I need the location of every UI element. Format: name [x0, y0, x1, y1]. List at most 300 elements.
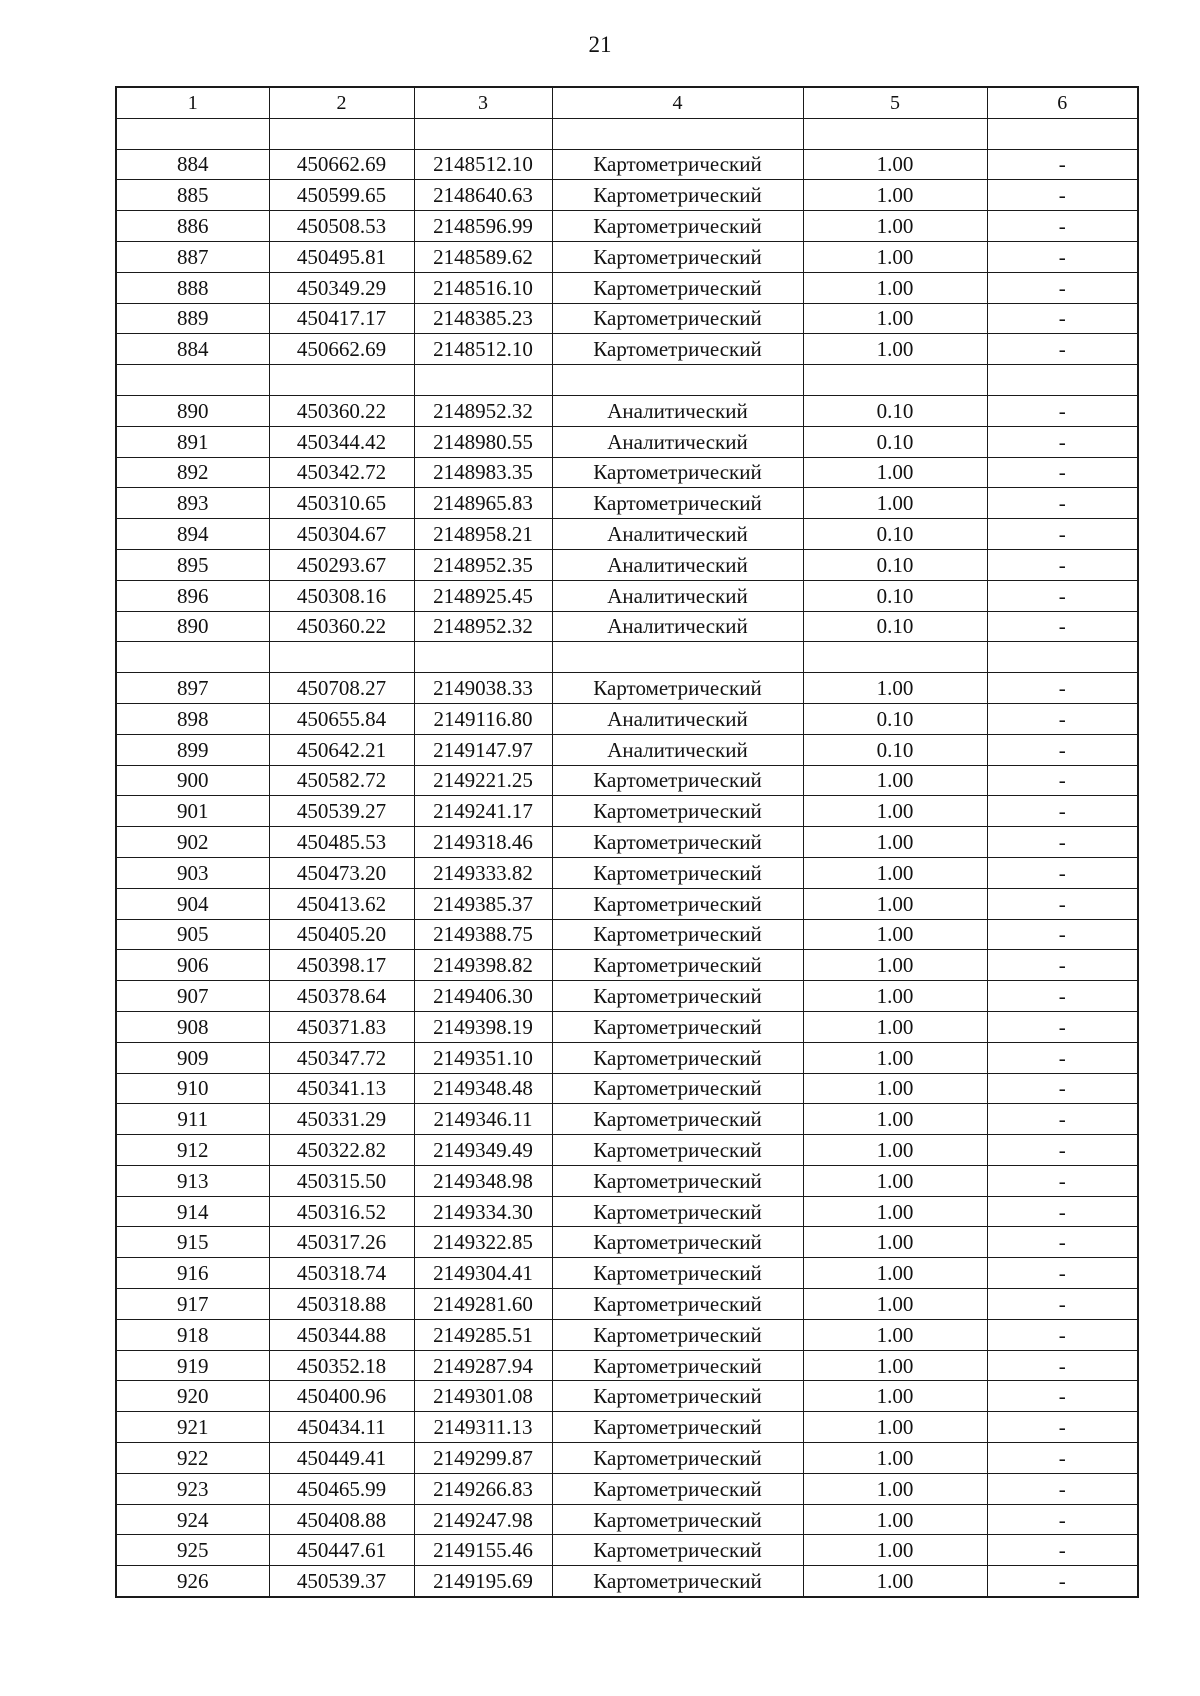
x-coordinate-cell: 450378.64: [269, 981, 414, 1012]
point-number-cell: 924: [116, 1504, 269, 1535]
table-row: [116, 1566, 1138, 1597]
method-cell: Картометрический: [552, 857, 803, 888]
point-number-cell: 901: [116, 796, 269, 827]
accuracy-cell: 1.00: [803, 303, 987, 334]
y-coordinate-cell: 2149349.49: [414, 1135, 552, 1166]
table-row: [116, 334, 1138, 365]
method-cell: Картометрический: [552, 1504, 803, 1535]
x-coordinate-cell: 450318.74: [269, 1258, 414, 1289]
table-row: [116, 1042, 1138, 1073]
x-coordinate-cell: 450642.21: [269, 734, 414, 765]
description-cell: -: [987, 673, 1138, 704]
column-header: 1: [116, 87, 269, 118]
point-number-cell: 919: [116, 1350, 269, 1381]
point-number-cell: 914: [116, 1196, 269, 1227]
method-cell: Картометрический: [552, 149, 803, 180]
point-number-cell: 905: [116, 919, 269, 950]
description-cell: -: [987, 457, 1138, 488]
description-cell: -: [987, 1504, 1138, 1535]
x-coordinate-cell: 450413.62: [269, 888, 414, 919]
table-row: [116, 149, 1138, 180]
point-number-cell: 903: [116, 857, 269, 888]
x-coordinate-cell: [269, 118, 414, 149]
y-coordinate-cell: 2149241.17: [414, 796, 552, 827]
method-cell: Картометрический: [552, 919, 803, 950]
x-coordinate-cell: [269, 365, 414, 396]
point-number-cell: 907: [116, 981, 269, 1012]
table-row: [116, 1535, 1138, 1566]
description-cell: -: [987, 611, 1138, 642]
table-row: [116, 211, 1138, 242]
accuracy-cell: 1.00: [803, 1135, 987, 1166]
table-row: [116, 1443, 1138, 1474]
accuracy-cell: 1.00: [803, 1104, 987, 1135]
description-cell: -: [987, 580, 1138, 611]
accuracy-cell: 1.00: [803, 334, 987, 365]
y-coordinate-cell: 2148958.21: [414, 519, 552, 550]
y-coordinate-cell: 2148516.10: [414, 272, 552, 303]
x-coordinate-cell: 450341.13: [269, 1073, 414, 1104]
x-coordinate-cell: 450293.67: [269, 549, 414, 580]
point-number-cell: 897: [116, 673, 269, 704]
y-coordinate-cell: 2149398.82: [414, 950, 552, 981]
x-coordinate-cell: 450485.53: [269, 827, 414, 858]
description-cell: [987, 118, 1138, 149]
description-cell: -: [987, 395, 1138, 426]
accuracy-cell: 1.00: [803, 796, 987, 827]
method-cell: Картометрический: [552, 241, 803, 272]
description-cell: -: [987, 149, 1138, 180]
accuracy-cell: 0.10: [803, 703, 987, 734]
point-number-cell: 884: [116, 334, 269, 365]
y-coordinate-cell: 2148512.10: [414, 149, 552, 180]
point-number-cell: 911: [116, 1104, 269, 1135]
column-header: 6: [987, 87, 1138, 118]
table-row: [116, 611, 1138, 642]
y-coordinate-cell: 2148965.83: [414, 488, 552, 519]
table-row: [116, 919, 1138, 950]
point-number-cell: 916: [116, 1258, 269, 1289]
x-coordinate-cell: 450473.20: [269, 857, 414, 888]
accuracy-cell: 1.00: [803, 1319, 987, 1350]
accuracy-cell: 1.00: [803, 1381, 987, 1412]
accuracy-cell: 1.00: [803, 1350, 987, 1381]
accuracy-cell: 1.00: [803, 1073, 987, 1104]
point-number-cell: 892: [116, 457, 269, 488]
method-cell: Картометрический: [552, 1381, 803, 1412]
y-coordinate-cell: 2148952.35: [414, 549, 552, 580]
table-row: [116, 1073, 1138, 1104]
point-number-cell: 890: [116, 395, 269, 426]
table-row: [116, 1165, 1138, 1196]
method-cell: Картометрический: [552, 1196, 803, 1227]
table-row: [116, 1381, 1138, 1412]
table-row: [116, 796, 1138, 827]
description-cell: -: [987, 303, 1138, 334]
x-coordinate-cell: 450310.65: [269, 488, 414, 519]
method-cell: Картометрический: [552, 796, 803, 827]
point-number-cell: 900: [116, 765, 269, 796]
x-coordinate-cell: 450539.37: [269, 1566, 414, 1597]
table-row: [116, 519, 1138, 550]
accuracy-cell: 1.00: [803, 827, 987, 858]
point-number-cell: 896: [116, 580, 269, 611]
table-row: [116, 888, 1138, 919]
point-number-cell: 887: [116, 241, 269, 272]
accuracy-cell: 0.10: [803, 580, 987, 611]
y-coordinate-cell: 2149195.69: [414, 1566, 552, 1597]
point-number-cell: 889: [116, 303, 269, 334]
description-cell: -: [987, 1319, 1138, 1350]
y-coordinate-cell: 2148640.63: [414, 180, 552, 211]
x-coordinate-cell: 450318.88: [269, 1289, 414, 1320]
point-number-cell: 908: [116, 1011, 269, 1042]
x-coordinate-cell: 450344.42: [269, 426, 414, 457]
y-coordinate-cell: 2149346.11: [414, 1104, 552, 1135]
point-number-cell: 904: [116, 888, 269, 919]
y-coordinate-cell: [414, 118, 552, 149]
point-number-cell: 921: [116, 1412, 269, 1443]
x-coordinate-cell: 450400.96: [269, 1381, 414, 1412]
y-coordinate-cell: 2149348.48: [414, 1073, 552, 1104]
point-number-cell: [116, 118, 269, 149]
description-cell: [987, 642, 1138, 673]
accuracy-cell: 1.00: [803, 1011, 987, 1042]
point-number-cell: 890: [116, 611, 269, 642]
x-coordinate-cell: 450349.29: [269, 272, 414, 303]
accuracy-cell: 1.00: [803, 272, 987, 303]
y-coordinate-cell: 2149311.13: [414, 1412, 552, 1443]
accuracy-cell: 1.00: [803, 149, 987, 180]
table-row: [116, 734, 1138, 765]
method-cell: Картометрический: [552, 1350, 803, 1381]
accuracy-cell: 1.00: [803, 1258, 987, 1289]
description-cell: -: [987, 703, 1138, 734]
y-coordinate-cell: [414, 365, 552, 396]
point-number-cell: 912: [116, 1135, 269, 1166]
x-coordinate-cell: 450465.99: [269, 1473, 414, 1504]
table-header: [116, 87, 1138, 118]
description-cell: -: [987, 488, 1138, 519]
separator-row: [116, 642, 1138, 673]
point-number-cell: 915: [116, 1227, 269, 1258]
y-coordinate-cell: 2149038.33: [414, 673, 552, 704]
table-row: [116, 1504, 1138, 1535]
table-row: [116, 303, 1138, 334]
x-coordinate-cell: 450398.17: [269, 950, 414, 981]
y-coordinate-cell: 2149116.80: [414, 703, 552, 734]
table-row: [116, 1289, 1138, 1320]
x-coordinate-cell: 450308.16: [269, 580, 414, 611]
accuracy-cell: 1.00: [803, 488, 987, 519]
accuracy-cell: 1.00: [803, 1412, 987, 1443]
point-number-cell: 909: [116, 1042, 269, 1073]
x-coordinate-cell: 450352.18: [269, 1350, 414, 1381]
y-coordinate-cell: 2149322.85: [414, 1227, 552, 1258]
x-coordinate-cell: 450539.27: [269, 796, 414, 827]
y-coordinate-cell: 2148925.45: [414, 580, 552, 611]
point-number-cell: 922: [116, 1443, 269, 1474]
description-cell: -: [987, 1473, 1138, 1504]
y-coordinate-cell: 2148952.32: [414, 611, 552, 642]
accuracy-cell: 0.10: [803, 395, 987, 426]
method-cell: Картометрический: [552, 888, 803, 919]
x-coordinate-cell: 450371.83: [269, 1011, 414, 1042]
point-number-cell: 884: [116, 149, 269, 180]
accuracy-cell: 1.00: [803, 1227, 987, 1258]
separator-row: [116, 365, 1138, 396]
table-row: [116, 1258, 1138, 1289]
x-coordinate-cell: 450655.84: [269, 703, 414, 734]
x-coordinate-cell: 450708.27: [269, 673, 414, 704]
accuracy-cell: 0.10: [803, 611, 987, 642]
method-cell: Картометрический: [552, 211, 803, 242]
x-coordinate-cell: 450342.72: [269, 457, 414, 488]
accuracy-cell: 0.10: [803, 519, 987, 550]
y-coordinate-cell: 2149398.19: [414, 1011, 552, 1042]
point-number-cell: 893: [116, 488, 269, 519]
y-coordinate-cell: 2149285.51: [414, 1319, 552, 1350]
x-coordinate-cell: 450662.69: [269, 334, 414, 365]
method-cell: Картометрический: [552, 1443, 803, 1474]
x-coordinate-cell: 450449.41: [269, 1443, 414, 1474]
method-cell: Картометрический: [552, 303, 803, 334]
table-row: [116, 241, 1138, 272]
description-cell: -: [987, 519, 1138, 550]
table-row: [116, 549, 1138, 580]
description-cell: -: [987, 241, 1138, 272]
accuracy-cell: 1.00: [803, 1196, 987, 1227]
accuracy-cell: 1.00: [803, 981, 987, 1012]
table-row: [116, 1350, 1138, 1381]
method-cell: [552, 118, 803, 149]
method-cell: Аналитический: [552, 580, 803, 611]
description-cell: -: [987, 827, 1138, 858]
y-coordinate-cell: 2148385.23: [414, 303, 552, 334]
y-coordinate-cell: 2148952.32: [414, 395, 552, 426]
method-cell: Аналитический: [552, 611, 803, 642]
accuracy-cell: 0.10: [803, 426, 987, 457]
x-coordinate-cell: 450315.50: [269, 1165, 414, 1196]
description-cell: -: [987, 1535, 1138, 1566]
table-row: [116, 1319, 1138, 1350]
y-coordinate-cell: [414, 642, 552, 673]
point-number-cell: 885: [116, 180, 269, 211]
accuracy-cell: 0.10: [803, 734, 987, 765]
method-cell: Картометрический: [552, 950, 803, 981]
y-coordinate-cell: 2149385.37: [414, 888, 552, 919]
description-cell: -: [987, 919, 1138, 950]
accuracy-cell: [803, 365, 987, 396]
description-cell: -: [987, 334, 1138, 365]
x-coordinate-cell: 450408.88: [269, 1504, 414, 1535]
y-coordinate-cell: 2149299.87: [414, 1443, 552, 1474]
table-row: [116, 1196, 1138, 1227]
description-cell: -: [987, 426, 1138, 457]
method-cell: Картометрический: [552, 457, 803, 488]
x-coordinate-cell: 450662.69: [269, 149, 414, 180]
table-row: [116, 180, 1138, 211]
accuracy-cell: 0.10: [803, 549, 987, 580]
point-number-cell: 891: [116, 426, 269, 457]
accuracy-cell: 1.00: [803, 1473, 987, 1504]
method-cell: Картометрический: [552, 1473, 803, 1504]
method-cell: [552, 642, 803, 673]
accuracy-cell: 1.00: [803, 180, 987, 211]
table-row: [116, 457, 1138, 488]
point-number-cell: 913: [116, 1165, 269, 1196]
table-row: [116, 1135, 1138, 1166]
y-coordinate-cell: 2148512.10: [414, 334, 552, 365]
method-cell: Картометрический: [552, 1227, 803, 1258]
method-cell: Картометрический: [552, 981, 803, 1012]
description-cell: -: [987, 1073, 1138, 1104]
description-cell: -: [987, 1196, 1138, 1227]
description-cell: -: [987, 180, 1138, 211]
method-cell: Картометрический: [552, 765, 803, 796]
point-number-cell: 920: [116, 1381, 269, 1412]
header-row: [116, 87, 1138, 118]
y-coordinate-cell: 2148596.99: [414, 211, 552, 242]
method-cell: Картометрический: [552, 1535, 803, 1566]
table-row: [116, 857, 1138, 888]
description-cell: -: [987, 1135, 1138, 1166]
x-coordinate-cell: 450347.72: [269, 1042, 414, 1073]
table-row: [116, 488, 1138, 519]
method-cell: Картометрический: [552, 272, 803, 303]
description-cell: -: [987, 1289, 1138, 1320]
accuracy-cell: 1.00: [803, 1289, 987, 1320]
method-cell: Картометрический: [552, 1165, 803, 1196]
y-coordinate-cell: 2149351.10: [414, 1042, 552, 1073]
description-cell: -: [987, 888, 1138, 919]
accuracy-cell: 1.00: [803, 950, 987, 981]
accuracy-cell: 1.00: [803, 1566, 987, 1597]
accuracy-cell: 1.00: [803, 211, 987, 242]
y-coordinate-cell: 2149318.46: [414, 827, 552, 858]
table-row: [116, 950, 1138, 981]
x-coordinate-cell: 450316.52: [269, 1196, 414, 1227]
table-row: [116, 1227, 1138, 1258]
method-cell: Картометрический: [552, 1135, 803, 1166]
method-cell: Аналитический: [552, 549, 803, 580]
x-coordinate-cell: 450495.81: [269, 241, 414, 272]
method-cell: Аналитический: [552, 703, 803, 734]
point-number-cell: 902: [116, 827, 269, 858]
method-cell: Картометрический: [552, 1042, 803, 1073]
description-cell: -: [987, 1011, 1138, 1042]
description-cell: -: [987, 1350, 1138, 1381]
method-cell: Картометрический: [552, 1011, 803, 1042]
method-cell: Картометрический: [552, 1566, 803, 1597]
table-row: [116, 1104, 1138, 1135]
description-cell: -: [987, 857, 1138, 888]
method-cell: Картометрический: [552, 1319, 803, 1350]
method-cell: Аналитический: [552, 395, 803, 426]
description-cell: -: [987, 1104, 1138, 1135]
description-cell: -: [987, 1412, 1138, 1443]
description-cell: -: [987, 1258, 1138, 1289]
method-cell: Картометрический: [552, 673, 803, 704]
coordinates-table: [115, 86, 1139, 1598]
x-coordinate-cell: 450317.26: [269, 1227, 414, 1258]
x-coordinate-cell: 450360.22: [269, 395, 414, 426]
y-coordinate-cell: 2149304.41: [414, 1258, 552, 1289]
accuracy-cell: 1.00: [803, 857, 987, 888]
table-row: [116, 827, 1138, 858]
method-cell: Картометрический: [552, 1289, 803, 1320]
point-number-cell: 906: [116, 950, 269, 981]
point-number-cell: 925: [116, 1535, 269, 1566]
x-coordinate-cell: 450331.29: [269, 1104, 414, 1135]
table-row: [116, 703, 1138, 734]
accuracy-cell: [803, 118, 987, 149]
y-coordinate-cell: 2149388.75: [414, 919, 552, 950]
y-coordinate-cell: 2148589.62: [414, 241, 552, 272]
y-coordinate-cell: 2149301.08: [414, 1381, 552, 1412]
table-row: [116, 395, 1138, 426]
y-coordinate-cell: 2149333.82: [414, 857, 552, 888]
y-coordinate-cell: 2149334.30: [414, 1196, 552, 1227]
method-cell: Картометрический: [552, 180, 803, 211]
y-coordinate-cell: 2149406.30: [414, 981, 552, 1012]
method-cell: Аналитический: [552, 519, 803, 550]
accuracy-cell: 1.00: [803, 1042, 987, 1073]
point-number-cell: [116, 642, 269, 673]
method-cell: Картометрический: [552, 1073, 803, 1104]
y-coordinate-cell: 2149147.97: [414, 734, 552, 765]
description-cell: -: [987, 211, 1138, 242]
method-cell: Картометрический: [552, 827, 803, 858]
table-row: [116, 1011, 1138, 1042]
description-cell: -: [987, 1165, 1138, 1196]
table-row: [116, 765, 1138, 796]
page-number: 21: [588, 32, 612, 57]
point-number-cell: 917: [116, 1289, 269, 1320]
x-coordinate-cell: 450434.11: [269, 1412, 414, 1443]
table-row: [116, 426, 1138, 457]
point-number-cell: 926: [116, 1566, 269, 1597]
x-coordinate-cell: [269, 642, 414, 673]
point-number-cell: 923: [116, 1473, 269, 1504]
point-number-cell: 898: [116, 703, 269, 734]
table-row: [116, 1473, 1138, 1504]
x-coordinate-cell: 450508.53: [269, 211, 414, 242]
method-cell: Картометрический: [552, 334, 803, 365]
separator-row: [116, 118, 1138, 149]
table-row: [116, 673, 1138, 704]
description-cell: -: [987, 734, 1138, 765]
accuracy-cell: 1.00: [803, 673, 987, 704]
accuracy-cell: 1.00: [803, 765, 987, 796]
column-header: 3: [414, 87, 552, 118]
method-cell: Аналитический: [552, 734, 803, 765]
point-number-cell: 888: [116, 272, 269, 303]
table-row: [116, 1412, 1138, 1443]
method-cell: Картометрический: [552, 1258, 803, 1289]
method-cell: [552, 365, 803, 396]
description-cell: -: [987, 1443, 1138, 1474]
description-cell: -: [987, 765, 1138, 796]
description-cell: -: [987, 1566, 1138, 1597]
x-coordinate-cell: 450447.61: [269, 1535, 414, 1566]
table-row: [116, 981, 1138, 1012]
point-number-cell: 899: [116, 734, 269, 765]
point-number-cell: 894: [116, 519, 269, 550]
accuracy-cell: 1.00: [803, 1443, 987, 1474]
method-cell: Картометрический: [552, 1104, 803, 1135]
description-cell: [987, 365, 1138, 396]
